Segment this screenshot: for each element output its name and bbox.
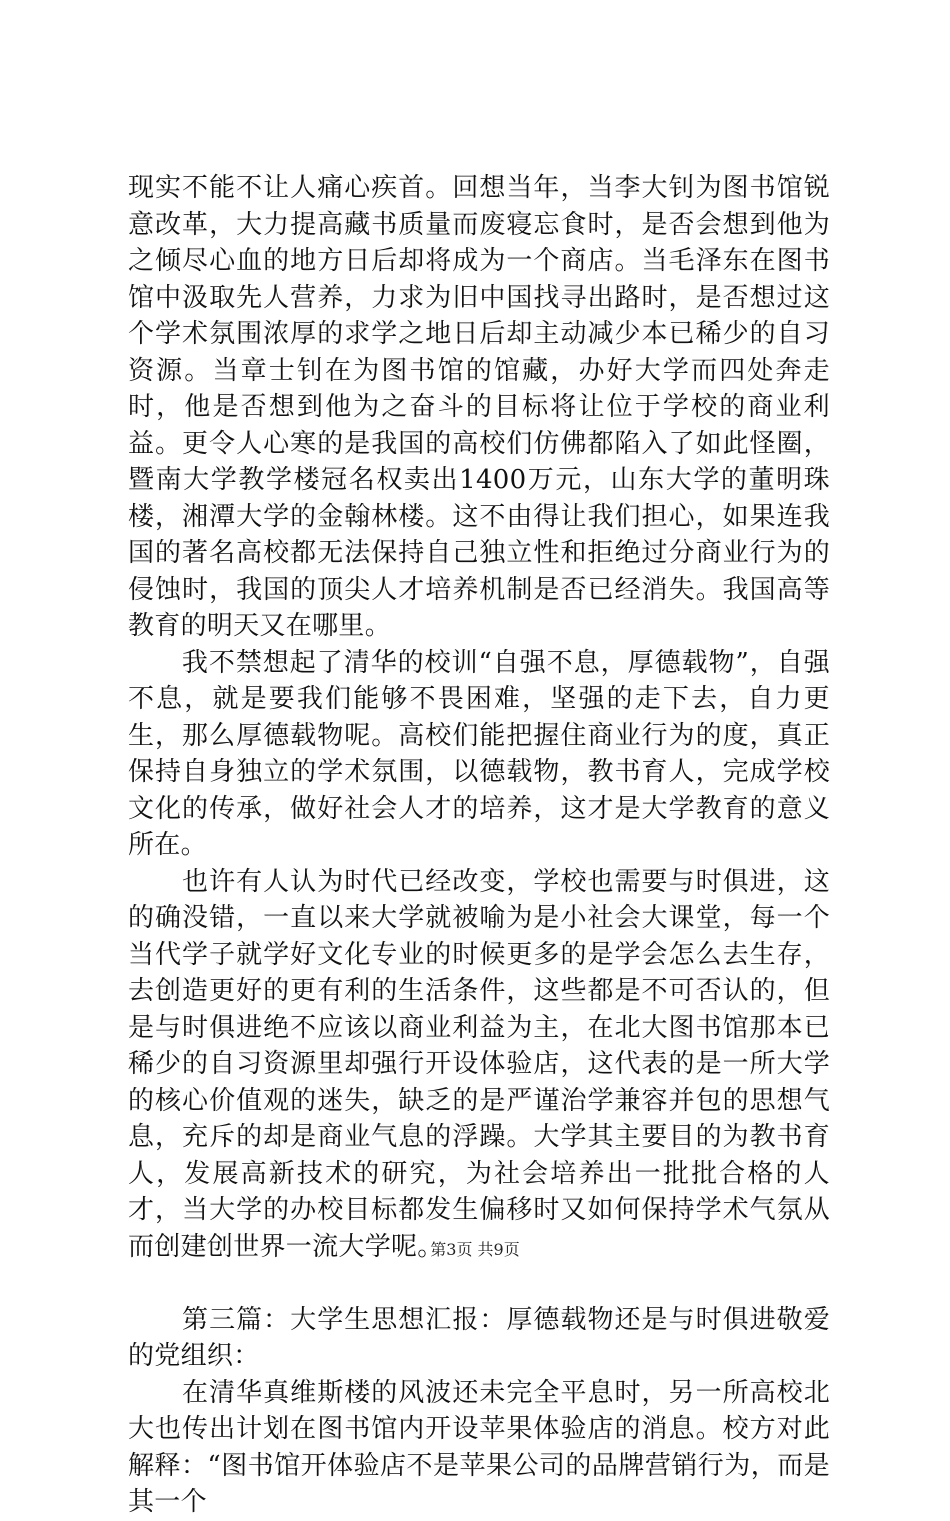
document-body	[128, 170, 830, 1521]
paragraph-4: 在清华真维斯楼的风波还未完全平息时，另一所高校北大也传出计划在图书馆内开设苹果体验店的消息。校方对此解释：“图书馆开体验店不是苹果公司的品牌营销行为，而是其一个	[128, 1377, 830, 1517]
paragraph-2: 我不禁想起了清华的校训“自强不息，厚德载物”，自强不息，就是要我们能够不畏困难，坚强的走下去，自力更生，那么厚德载物呢。高校们能把握住商业行为的度，真正保持自身独立的学术氛围，以德载物，教书育人，完成学校文化的传承，做好社会人才的培养，这才是大学教育的意义所在。	[128, 647, 830, 860]
section-heading: 第三篇：大学生思想汇报：厚德载物还是与时俱进敬爱的党组织：	[128, 1304, 830, 1371]
page-number-footer: 第3页 共9页	[430, 1240, 520, 1259]
paragraph-1: 现实不能不让人痛心疾首。回想当年，当李大钊为图书馆锐意改革，大力提高藏书质量而废寝忘食时，是否会想到他为之倾尽心血的地方日后却将成为一个商店。当毛泽东在图书馆中汲取先人营养，力求为旧中国找寻出路时，是否想过这个学术氛围浓厚的求学之地日后却主动减少本已稀少的自习资源。当章士钊在为图书馆的馆藏，办好大学而四处奔走时，他是否想到他为之奋斗的目标将让位于学校的商业利益。更令人心寒的是我国的高校们仿佛都陷入了如此怪圈，暨南大学教学楼冠名权卖出1400万元，山东大学的董明珠楼，湘潭大学的金翰林楼。这不由得让我们担心，如果连我国的著名高校都无法保持自己独立性和拒绝过分商业行为的侵蚀时，我国的顶尖人才培养机制是否已经消失。我国高等教育的明天又在哪里。	[128, 173, 830, 641]
paragraph-3: 也许有人认为时代已经改变，学校也需要与时俱进，这的确没错，一直以来大学就被喻为是小社会大课堂，每一个当代学子就学好文化专业的时候更多的是学会怎么去生存，去创造更好的更有利的生活条件，这些都是不可否认的，但是与时俱进绝不应该以商业利益为主，在北大图书馆那本已稀少的自习资源里却强行开设体验店，这代表的是一所大学的核心价值观的迷失，缺乏的是严谨治学兼容并包的思想气息，充斥的却是商业气息的浮躁。大学其主要目的为教书育人，发展高新技术的研究，为社会培养出一批批合格的人才，当大学的办校目标都发生偏移时又如何保持学术气氛从而创建创世界一流大学呢。	[128, 866, 830, 1262]
paragraph-spacer	[128, 1265, 830, 1302]
